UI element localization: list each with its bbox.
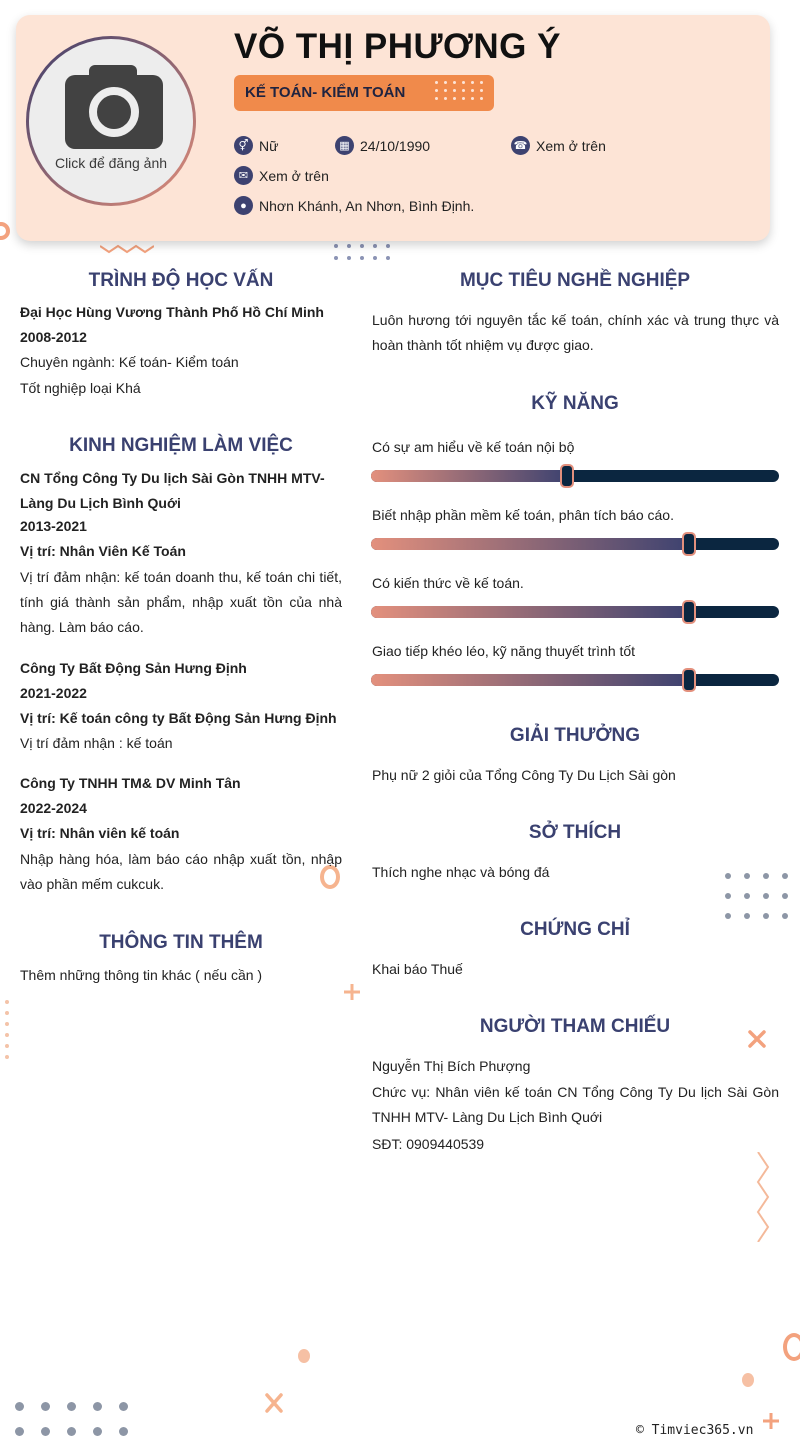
job-2-position[interactable]: Vị trí: Kế toán công ty Bất Động Sản Hưng Định <box>20 710 337 726</box>
job-1-period[interactable]: 2013-2021 <box>20 518 87 534</box>
email-field[interactable] <box>234 166 329 185</box>
skill-2-fill <box>371 538 689 550</box>
job-3-period[interactable]: 2022-2024 <box>20 800 87 816</box>
objective-title: MỤC TIÊU NGHỀ NGHIỆP <box>459 270 691 291</box>
decor-dots-bottom-left <box>15 1402 128 1436</box>
education-grade[interactable]: Tốt nghiệp loại Khá <box>20 380 141 396</box>
skill-2-handle[interactable] <box>682 532 696 556</box>
hobbies-title: SỞ THÍCH <box>528 822 622 843</box>
skill-1-handle[interactable] <box>560 464 574 488</box>
skill-3-bar[interactable] <box>371 606 779 618</box>
objective-text[interactable]: Luôn hương tới nguyên tắc kế toán, chính xác và trung thực và hoàn thành tốt nhiệm vụ được giao. <box>372 312 779 353</box>
birthday-value: 24/10/1990 <box>360 137 431 154</box>
education-title: TRÌNH ĐỘ HỌC VẤN <box>88 270 274 291</box>
decor-ring-left <box>0 222 10 240</box>
skill-3-handle[interactable] <box>682 600 696 624</box>
job-2-period[interactable]: 2021-2022 <box>20 685 87 701</box>
job-title[interactable]: KẾ TOÁN- KIỂM TOÁN <box>245 84 406 101</box>
job-3-company[interactable]: Công Ty TNHH TM& DV Minh Tân <box>20 775 241 791</box>
skill-2-bar[interactable] <box>371 538 779 550</box>
certificates-title: CHỨNG CHỈ <box>520 919 630 940</box>
decor-dot-bottom-right <box>742 1373 754 1387</box>
skill-2-label[interactable]: Biết nhập phần mềm kế toán, phân tích báo cáo. <box>372 507 674 523</box>
badge-dots-decor <box>435 81 484 100</box>
job-3-description[interactable]: Nhập hàng hóa, làm báo cáo nhập xuất tồn, nhập vào phần mếm cukcuk. <box>20 851 342 892</box>
education-period[interactable]: 2008-2012 <box>20 329 87 345</box>
reference-position[interactable]: Chức vụ: Nhân viên kế toán CN Tổng Công Ty Du lịch Sài Gòn TNHH MTV- Làng Du Lịch Bình Quới <box>372 1084 779 1125</box>
address-value: Nhơn Khánh, An Nhơn, Bình Định. <box>259 197 475 214</box>
extra-info-title: THÔNG TIN THÊM <box>99 932 263 953</box>
job-2-company[interactable]: Công Ty Bất Động Sản Hưng Định <box>20 660 247 676</box>
skill-3-fill <box>371 606 689 618</box>
education-major[interactable]: Chuyên ngành: Kế toán- Kiểm toán <box>20 354 239 370</box>
job-2-description[interactable]: Vị trí đảm nhận : kế toán <box>20 735 173 751</box>
skills-title: KỸ NĂNG <box>531 393 619 414</box>
phone-value: Xem ở trên <box>536 137 606 154</box>
decor-ring-bottom-right <box>783 1333 800 1361</box>
decor-dot-bottom <box>298 1349 310 1363</box>
calendar-icon: ▦ <box>335 136 354 155</box>
avatar-upload[interactable] <box>26 36 196 206</box>
footer-watermark: © Timviec365.vn <box>636 1423 754 1438</box>
awards-title: GIẢI THƯỞNG <box>509 725 641 746</box>
experience-title: KINH NGHIỆM LÀM VIỆC <box>69 435 293 456</box>
skill-1-bar[interactable] <box>371 470 779 482</box>
candidate-name[interactable]: VÕ THỊ PHƯƠNG Ý <box>234 27 561 66</box>
email-icon: ✉ <box>234 166 253 185</box>
skill-4-fill <box>371 674 689 686</box>
address-field[interactable] <box>234 196 474 215</box>
job-1-description[interactable]: Vị trí đảm nhận: kế toán doanh thu, kế toán chi tiết, tính giá thành sản phẩm, nhập xuất tồn của nhà hàng. Làm báo cáo. <box>20 569 342 635</box>
skill-4-handle[interactable] <box>682 668 696 692</box>
phone-icon: ☎ <box>511 136 530 155</box>
decor-plus-bottom-right <box>762 1412 780 1430</box>
job-title-badge <box>234 75 494 111</box>
reference-phone[interactable]: SĐT: 0909440539 <box>372 1136 485 1152</box>
location-pin-icon: ● <box>234 196 253 215</box>
references-title: NGƯỜI THAM CHIẾU <box>479 1016 671 1037</box>
gender-icon: ⚥ <box>234 136 253 155</box>
job-1-company[interactable]: CN Tổng Công Ty Du lịch Sài Gòn TNHH MTV- Làng Du Lịch Bình Quới <box>20 470 325 511</box>
phone-field[interactable] <box>511 136 606 155</box>
skill-1-fill <box>371 470 567 482</box>
birthday-field[interactable] <box>335 136 430 155</box>
job-3-position[interactable]: Vị trí: Nhân viên kế toán <box>20 825 180 841</box>
camera-icon-lens <box>89 87 139 137</box>
education-school[interactable]: Đại Học Hùng Vương Thành Phố Hồ Chí Minh <box>20 304 324 320</box>
extra-info-text[interactable]: Thêm những thông tin khác ( nếu cần ) <box>20 967 263 983</box>
gender-field[interactable] <box>234 136 278 155</box>
awards-text[interactable]: Phụ nữ 2 giỏi của Tổng Công Ty Du Lịch Sài gòn <box>372 767 676 783</box>
skill-4-bar[interactable] <box>371 674 779 686</box>
decor-cross-bottom <box>264 1392 284 1414</box>
decor-zigzag-right <box>756 1152 770 1242</box>
skill-4-label[interactable]: Giao tiếp khéo léo, kỹ năng thuyết trình tốt <box>372 643 636 659</box>
gender-value: Nữ <box>259 137 279 154</box>
decor-zigzag-top <box>100 244 154 254</box>
avatar-caption: Click để đăng ảnh <box>54 155 168 171</box>
decor-dots-left-edge <box>5 1000 9 1059</box>
skill-1-label[interactable]: Có sự am hiểu về kế toán nội bộ <box>372 439 575 455</box>
job-1-position[interactable]: Vị trí: Nhân Viên Kế Toán <box>20 543 186 559</box>
skill-3-label[interactable]: Có kiến thức về kế toán. <box>372 575 524 591</box>
hobbies-text[interactable]: Thích nghe nhạc và bóng đá <box>372 864 550 880</box>
decor-plus-mid <box>343 983 361 1001</box>
email-value: Xem ở trên <box>259 167 329 184</box>
certificates-text[interactable]: Khai báo Thuế <box>372 961 463 977</box>
reference-name[interactable]: Nguyễn Thị Bích Phượng <box>372 1058 531 1074</box>
